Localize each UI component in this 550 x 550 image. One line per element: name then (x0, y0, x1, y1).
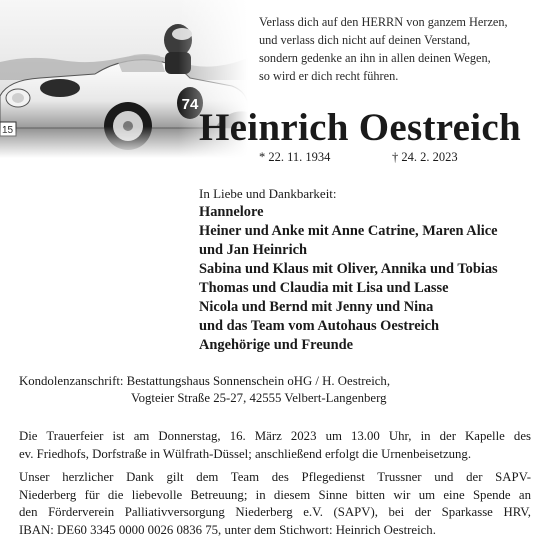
thanks-line: IBAN: DE60 3345 0000 0026 0836 75, unter dem Stichwort: Heinrich Oestreich. (19, 522, 436, 537)
mourner-line: Heiner und Anke mit Anne Catrine, Maren Alice (199, 223, 498, 239)
mourner-line: und das Team vom Autohaus Oestreich (199, 318, 440, 334)
psalm-line: so wird er dich recht führen. (259, 69, 399, 83)
mourner-line: Angehörige und Freunde (199, 337, 354, 353)
birth-date: * 22. 11. 1934 (259, 150, 331, 164)
psalm-line: und verlass dich nicht auf deinen Verstand, (259, 33, 471, 47)
mourner-line: Sabina und Klaus mit Oliver, Annika und Tobias (199, 261, 498, 277)
thanks-line: den Förderverein Palliativversorgung Niederberg e.V. (SAPV), bei der Sparkasse HRV, (19, 505, 531, 519)
psalm-line: sondern gedenke an ihn in allen deinen Wegen, (259, 51, 491, 65)
thanks-line: Niederberg für die liebevolle Betreuung; in diesem Sinne bitten wir um eine Spende an (19, 487, 531, 502)
mourner-line: Hannelore (199, 204, 264, 220)
mourners-list (199, 203, 498, 355)
thanks-line: Unser herzlicher Dank gilt dem Team des Pflegedienst Trussner und der SAPV- (19, 470, 531, 484)
condolence-address: Kondolenzanschrift: Bestattungshaus Sonnenschein oHG / H. Oestreich, (19, 374, 391, 388)
mourner-line: Thomas und Claudia mit Lisa und Lasse (199, 280, 449, 296)
psalm-line: Verlass dich auf den HERRN von ganzem Herzen, (259, 15, 508, 29)
thanks-paragraph (19, 469, 531, 539)
death-date: † 24. 2. 2023 (392, 150, 458, 164)
deceased-name: Heinrich Oestreich (199, 106, 522, 149)
mourner-line: und Jan Heinrich (199, 242, 307, 258)
psalm-quote (259, 13, 544, 85)
ceremony-line: Die Trauerfeier ist am Donnerstag, 16. März 2023 um 13.00 Uhr, in der Kapelle des (19, 429, 531, 443)
condolence-street: Vogteier Straße 25-27, 42555 Velbert-Langenberg (131, 391, 387, 405)
mourner-line: Nicola und Bernd mit Jenny und Nina (199, 299, 434, 315)
ceremony-notice (19, 428, 531, 463)
ceremony-line: ev. Friedhofs, Dorfstraße in Wülfrath-Düssel; anschließend erfolgt die Urnenbeisetzung. (19, 446, 472, 461)
mourning-intro: In Liebe und Dankbarkeit: (199, 186, 337, 201)
